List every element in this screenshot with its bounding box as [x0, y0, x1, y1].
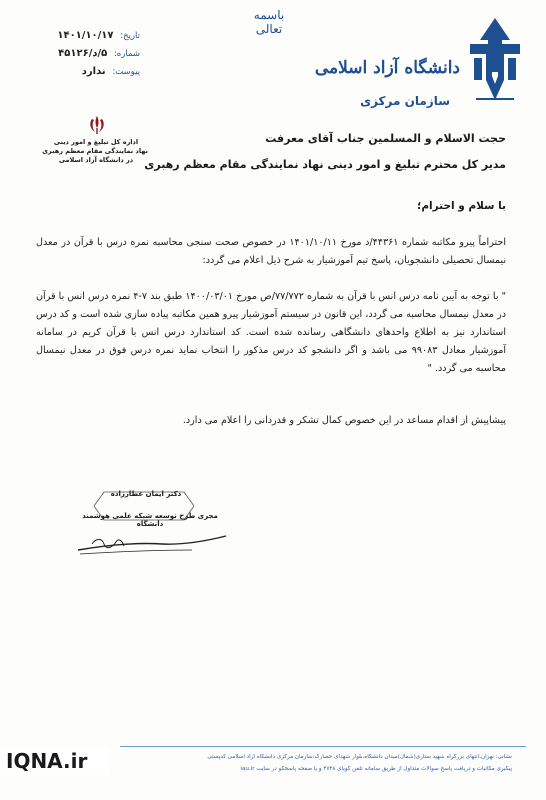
paragraph-1: احتراماً پیرو مکاتبه شماره ۴۴۳۶۱/د مورخ ۱۴۰۱/۱۰/۱۱ در خصوص صحت سنجی محاسبه نمره درس با قرآن در معدل نیمسال تحصیلی دانشجویان، پاسخ تیم آموزشیار به شرح ذیل اعلام می گردد: [36, 237, 506, 266]
footer-address: نشانی: تهران،انتهای بزرگراه شهید ستاری(شمال)میدان دانشگاه،بلوار شهدای حصارک،سازمان مرکزی دانشگاه آزاد اسلامی کدپستی [207, 754, 512, 760]
university-emblem-icon [466, 14, 524, 106]
sub-org-line2: نهاد نمایندگی مقام معظم رهبری [42, 147, 148, 155]
meta-date [30, 30, 140, 48]
sub-org-line1: اداره کل تبلیغ و امور دینی [53, 138, 139, 146]
watermark-logo: IQNA.ir [0, 748, 110, 774]
footer-divider [120, 746, 526, 747]
signatory-name: دکتر ایمان عطارزاده [110, 490, 182, 498]
signatory-title: مجری طرح توسعه شبکه علمی هوشمند دانشگاه [82, 512, 218, 528]
meta-number-label: شماره: [113, 49, 140, 59]
handwritten-signature [72, 520, 232, 560]
meta-date-value: ۱۴۰۱/۱۰/۱۷ [57, 30, 114, 41]
paragraph-3: پیشاپیش از اقدام مساعد در این خصوص کمال تشکر و قدردانی را اعلام می دارد. [182, 415, 506, 426]
meta-attachment-value: ندارد [81, 66, 106, 77]
sub-org-line3: در دانشگاه آزاد اسلامی [58, 156, 134, 164]
meta-attachment [30, 66, 140, 84]
bismillah-calligraphy-icon [252, 8, 286, 36]
university-name: دانشگاه آزاد اسلامی [314, 58, 460, 78]
paragraph-2: " با توجه به آیین نامه درس انس با قرآن به شماره ۷۷/۷۷۲/ص مورخ ۱۴۰۰/۰۳/۰۱ طبق بند ۷-۴ نمره درس انس با قرآن در معدل نیمسال محاسبه می گردد، این قانون در سیستم آموزشیار پیرو همین مکاتبه پیاده سازی شده است و کد درس استاندارد نیز به اطلاع واحدهای دانشگاهی رسانده شده است. کد استاندارد درس انس با قرآن کریم در سامانه آموزشیار معادل ۹۹۰۸۳ می باشد و اگر دانشجو کد درس مذکور را انتخاب نماید نمره درس فوق در معدل نیمسال محاسبه می گردد. " [36, 291, 507, 374]
addressee-line1: حجت الاسلام و المسلمین جناب آقای معرفت [265, 132, 506, 145]
meta-attachment-label: پیوست: [112, 67, 140, 77]
footer-contact: پیگیری مکاتبات و دریافت پاسخ سوالات متداول از طریق سامانه تلفن گویای ۴۷۴۸ و یا صفحه پاسخگو در سایت iau.ir [240, 766, 512, 772]
meta-number-value: ۵/د/۴۵۱۲۶ [58, 48, 108, 59]
meta-date-label: تاریخ: [120, 31, 140, 41]
meta-number [30, 48, 140, 66]
organization-name: سازمان مرکزی [360, 94, 450, 108]
bismillah-text: باسمه تعالی [253, 8, 285, 36]
addressee-line2: مدیر کل محترم تبلیغ و امور دینی نهاد نمایندگی مقام معظم رهبری [144, 158, 506, 171]
greeting: با سلام و احترام؛ [417, 200, 506, 212]
letter-meta [30, 30, 140, 84]
